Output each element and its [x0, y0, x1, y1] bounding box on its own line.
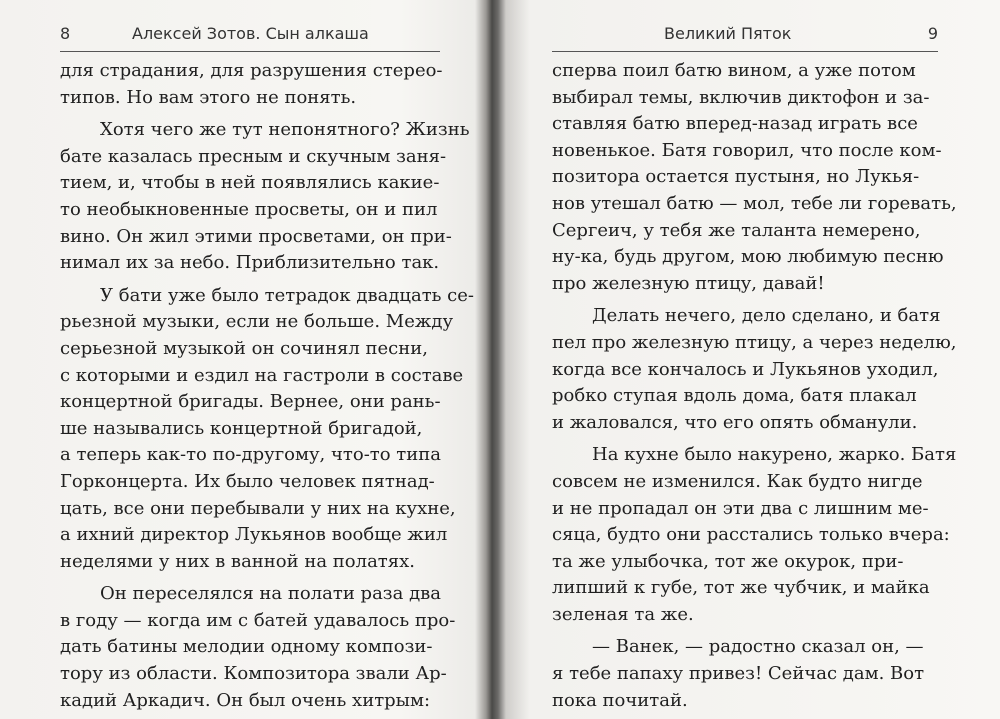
text-line: На кухне было накурено, жарко. Батя	[592, 444, 957, 466]
text-line: бате казалась пресным и скучным заня-	[60, 145, 447, 167]
text-line: нов утешал батю — мол, тебе ли горевать,	[552, 192, 957, 214]
right-page-header	[552, 24, 938, 52]
left-page-number: 8	[60, 24, 71, 43]
text-line: позитора остается пустыня, но Лукья-	[552, 166, 920, 188]
text-line: с которыми и ездил на гастроли в составе	[60, 364, 464, 386]
text-line: неделями у них в ванной на полатях.	[60, 550, 415, 572]
text-line: типов. Но вам этого не понять.	[60, 86, 357, 108]
text-line: когда все кончалось и Лукьянов уходил,	[552, 358, 939, 380]
text-line: и жаловался, что его опять обманули.	[552, 411, 918, 433]
text-line: Делать нечего, дело сделано, и батя	[592, 305, 941, 327]
text-line: новенькое. Батя говорил, что после ком-	[552, 139, 942, 161]
text-line: Горконцерта. Их было человек пятнад-	[60, 470, 435, 492]
right-running-title: Великий Пяток	[664, 24, 792, 43]
text-line: совсем не изменился. Как будто нигде	[552, 470, 923, 492]
left-header-rule	[60, 51, 440, 52]
right-page-number: 9	[927, 24, 938, 43]
text-line: вино. Он жил этими просветами, он при-	[60, 225, 452, 247]
text-line: и не пропадал он эти два с лишним ме-	[552, 497, 929, 519]
text-line: пел про железную птицу, а через неделю,	[552, 331, 957, 353]
text-line: для страдания, для разрушения стерео-	[60, 60, 443, 81]
text-line: то необыкновенные просветы, он и пил	[60, 198, 438, 220]
text-line: пока почитай.	[552, 689, 688, 711]
text-line: серьезной музыкой он сочинял песни,	[60, 337, 428, 359]
text-line: та же улыбочка, тот же окурок, при-	[552, 550, 904, 572]
text-line: а ихний директор Лукьянов вообще жил	[60, 524, 448, 546]
text-line: а теперь как-то по-другому, что-то типа	[60, 444, 441, 466]
text-line: робко ступая вдоль дома, батя плакал	[552, 385, 917, 407]
text-line: сперва поил батю вином, а уже потом	[552, 60, 916, 81]
text-line: липший к губе, тот же чубчик, и майка	[552, 577, 930, 599]
text-line: выбирал темы, включив диктофон и за-	[552, 86, 930, 108]
text-line: Сергеич, у тебя же таланта немерено,	[552, 219, 921, 241]
text-line: сяца, будто они расстались только вчера:	[552, 524, 950, 546]
left-running-title: Алексей Зотов. Сын алкаша	[132, 24, 369, 43]
text-line: рьезной музыки, если не больше. Между	[60, 311, 454, 333]
text-line: — Ванек, — радостно сказал он, —	[592, 636, 924, 658]
text-line: дать батины мелодии одному компози-	[60, 636, 433, 658]
text-line: тору из области. Композитора звали Ар-	[60, 663, 447, 685]
left-page-text	[60, 58, 475, 714]
text-line: про железную птицу, давай!	[552, 272, 825, 294]
text-line: ну-ка, будь другом, мою любимую песню	[552, 246, 944, 268]
left-page-header	[60, 24, 440, 52]
text-line: Он переселялся на полати раза два	[100, 583, 442, 605]
text-line: тием, и, чтобы в ней появлялись какие-	[60, 172, 440, 194]
text-line: У бати уже было тетрадок двадцать се-	[100, 284, 475, 306]
text-line: концертной бригады. Вернее, они рань-	[60, 391, 441, 413]
text-line: ставляя батю вперед-назад играть все	[552, 113, 918, 135]
text-line: цать, все они перебывали у них на кухне,	[60, 497, 456, 519]
right-header-rule	[552, 51, 938, 52]
right-page-text	[552, 58, 957, 714]
text-line: в году — когда им с батей удавалось про-	[60, 609, 456, 631]
text-line: нимал их за небо. Приблизительно так.	[60, 252, 440, 274]
text-line: я тебе папаху привез! Сейчас дам. Вот	[552, 663, 925, 685]
text-line: Хотя чего же тут непонятного? Жизнь	[100, 119, 470, 141]
text-line: зеленая та же.	[552, 603, 694, 625]
text-line: кадий Аркадич. Он был очень хитрым:	[60, 689, 431, 711]
text-line: ше назывались концертной бригадой,	[60, 417, 423, 439]
